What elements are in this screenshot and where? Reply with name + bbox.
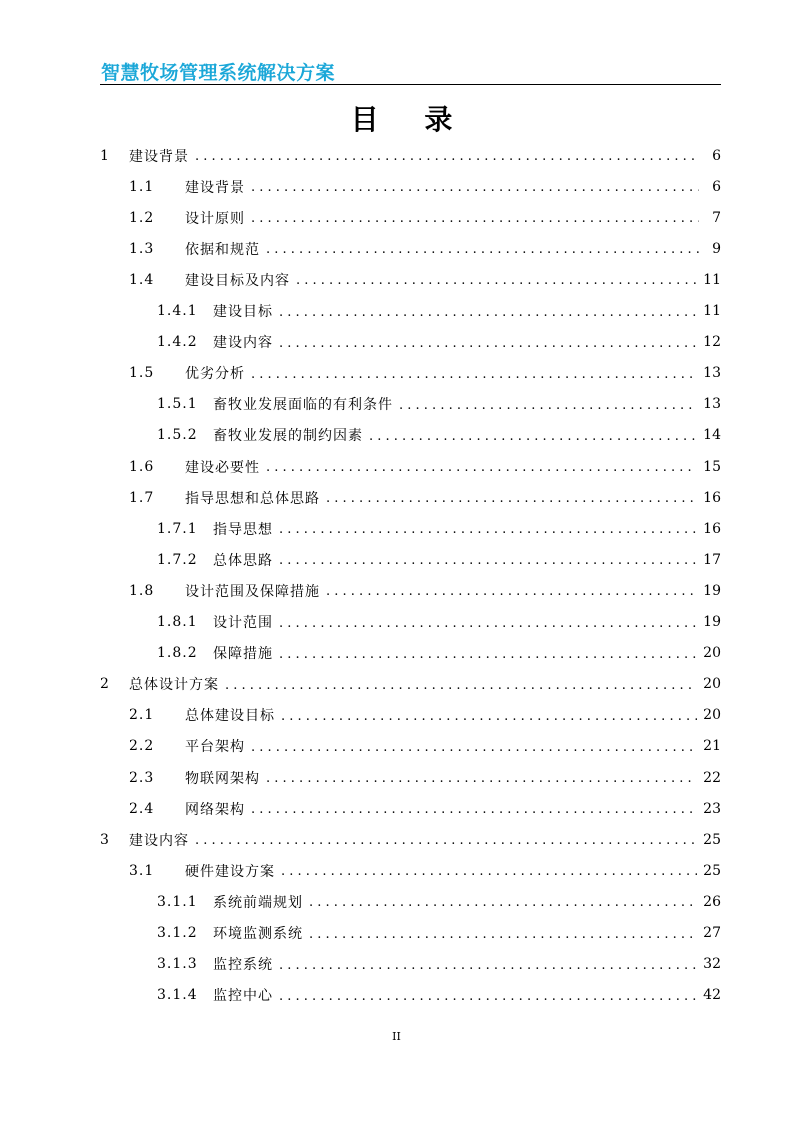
toc-entry-page: 23 [703,800,721,817]
toc-entry-page: 42 [703,987,721,1004]
toc-entry-title: 环境监测系统 [213,926,303,942]
toc-dot-leader [326,584,697,599]
toc-entry-page: 26 [703,893,721,910]
toc-entry-title: 建设目标 [213,304,273,320]
toc-entry-page: 6 [712,178,721,195]
toc-entry-number: 1.4 [129,271,155,288]
toc-entry-page: 25 [703,831,721,848]
toc-entry-title: 系统前端规划 [213,894,303,911]
toc-entry[interactable] [100,513,721,544]
toc-entry-number: 1.8.2 [157,645,198,662]
toc-dot-leader [251,180,699,195]
toc-entry-title: 建设背景 [129,148,189,165]
toc-entry[interactable] [100,327,721,358]
toc-entry-number: 1.5.1 [157,396,198,413]
toc-entry-page: 13 [703,365,721,382]
toc-entry[interactable] [100,140,721,171]
toc-entry-page: 19 [703,614,721,630]
toc-entry[interactable] [100,607,721,638]
toc-entry-page: 14 [703,427,721,444]
toc-entry-title: 建设内容 [213,335,273,352]
toc-entry[interactable] [100,793,721,824]
toc-entry-title: 设计原则 [185,210,245,227]
toc-entry[interactable] [100,700,721,731]
toc-entry-number: 3.1.1 [157,893,198,910]
toc-entry[interactable] [100,980,721,1011]
toc-entry-number: 1.7.2 [157,551,198,568]
toc-entry[interactable] [100,451,721,482]
toc-dot-leader [296,273,697,288]
toc-entry-number: 2 [100,676,110,693]
header-divider [100,84,721,85]
toc-entry-number: 1.4.1 [157,303,198,319]
toc-dot-leader [399,398,697,413]
toc-entry-number: 1.6 [129,458,155,475]
toc-heading: 目 录 [350,103,471,136]
toc-dot-leader [279,616,697,631]
toc-entry[interactable] [100,544,721,575]
toc-entry-page: 16 [703,489,721,506]
toc-entry-number: 3.1.3 [157,956,198,973]
toc-dot-leader [279,989,697,1004]
toc-dot-leader [251,211,699,226]
toc-dot-leader [326,491,697,506]
toc-dot-leader [279,522,697,537]
toc-entry-number: 3.1.4 [157,987,198,1004]
toc-entry[interactable] [100,762,721,793]
toc-entry-number: 1.3 [129,240,155,257]
footer-page-number: II [392,1030,401,1043]
toc-entry[interactable] [100,824,721,855]
toc-entry-title: 网络架构 [185,801,245,818]
toc-entry-number: 1.7 [129,489,155,506]
toc-dot-leader [369,429,697,444]
toc-entry-title: 指导思想 [213,521,273,538]
toc-entry-page: 20 [703,707,721,724]
toc-entry-page: 7 [712,209,721,226]
toc-entry[interactable] [100,389,721,420]
toc-entry[interactable] [100,202,721,233]
toc-dot-leader [266,771,697,786]
toc-entry[interactable] [100,886,721,917]
toc-dot-leader [281,709,697,724]
toc-entry-number: 1.2 [129,209,155,226]
toc-entry-number: 1 [100,147,110,164]
toc-entry-page: 20 [703,676,721,693]
toc-dot-leader [266,242,699,257]
page-header-title: 智慧牧场管理系统解决方案 [101,62,336,84]
toc-entry-number: 2.4 [129,800,155,817]
toc-entry-page: 22 [703,769,721,786]
toc-entry[interactable] [100,638,721,669]
toc-entry-page: 19 [703,582,721,599]
toc-entry-number: 1.8.1 [157,614,198,630]
toc-entry-title: 总体建设目标 [185,708,275,725]
toc-entry-page: 15 [703,458,721,475]
toc-entry-page: 11 [703,271,721,288]
toc-entry-title: 建设背景 [185,179,245,196]
toc-entry-title: 优劣分析 [185,366,245,383]
toc-entry-title: 监控系统 [213,957,273,974]
toc-entry[interactable] [100,233,721,264]
toc-entry-title: 设计范围 [213,615,273,631]
toc-dot-leader [251,740,697,755]
toc-entry-title: 总体思路 [213,552,273,569]
toc-entry[interactable] [100,855,721,886]
toc-entry-title: 物联网架构 [185,770,260,787]
toc-entry-number: 2.3 [129,769,155,786]
toc-entry[interactable] [100,575,721,606]
toc-entry-number: 3.1.2 [157,925,198,941]
toc-entry-title: 畜牧业发展的制约因素 [213,428,363,445]
toc-entry[interactable] [100,358,721,389]
toc-dot-leader [279,336,697,351]
toc-entry-page: 21 [703,738,721,755]
toc-entry-title: 设计范围及保障措施 [185,583,320,600]
toc-dot-leader [279,958,697,973]
toc-entry-title: 畜牧业发展面临的有利条件 [213,397,393,414]
toc-entry-number: 3 [100,831,110,848]
toc-entry-page: 16 [703,520,721,537]
toc-entry-number: 1.7.1 [157,520,198,537]
toc-entry[interactable] [100,731,721,762]
toc-dot-leader [281,864,697,879]
toc-dot-leader [279,305,697,320]
toc-entry-page: 13 [703,396,721,413]
toc-entry-page: 6 [712,147,721,164]
toc-dot-leader [266,460,697,475]
toc-entry-page: 27 [703,925,721,941]
toc-entry-number: 1.5.2 [157,427,198,444]
toc-entry-page: 9 [712,240,721,257]
toc-entry[interactable] [100,482,721,513]
toc-entry-number: 1.4.2 [157,334,198,351]
toc-entry-title: 依据和规范 [185,241,260,258]
toc-dot-leader [309,895,697,910]
toc-entry-title: 建设必要性 [185,459,260,476]
toc-dot-leader [309,927,697,942]
toc-dot-leader [195,149,699,164]
toc-entry[interactable] [100,949,721,980]
toc-entry-title: 硬件建设方案 [185,863,275,880]
toc-entry-title: 平台架构 [185,739,245,756]
toc-entry-title: 指导思想和总体思路 [185,490,320,507]
toc-entry-title: 总体设计方案 [129,677,219,694]
toc-entry-number: 2.1 [129,707,155,724]
toc-entry[interactable] [100,918,721,949]
toc-entry-page: 12 [703,334,721,351]
toc-entry-page: 11 [703,303,721,319]
toc-entry-title: 保障措施 [213,646,273,663]
toc-entry-number: 3.1 [129,862,155,879]
toc-entry-title: 监控中心 [213,988,273,1005]
toc-entry-page: 25 [703,862,721,879]
toc-entry-page: 17 [703,551,721,568]
toc-entry[interactable] [100,296,721,327]
toc-entry[interactable] [100,264,721,295]
toc-dot-leader [279,647,697,662]
toc-entry-number: 1.8 [129,582,155,599]
toc-entry-title: 建设内容 [129,832,189,849]
toc-entry[interactable] [100,669,721,700]
toc-entry[interactable] [100,171,721,202]
toc-dot-leader [195,833,697,848]
toc-entry-page: 20 [703,645,721,662]
toc-entry-title: 建设目标及内容 [185,272,290,289]
toc-dot-leader [251,802,697,817]
toc-entry[interactable] [100,420,721,451]
toc-entry-number: 1.5 [129,365,155,382]
toc-dot-leader [225,678,697,693]
toc-entry-number: 1.1 [129,178,155,195]
toc-entry-number: 2.2 [129,738,155,755]
toc-dot-leader [279,553,697,568]
toc-entry-page: 32 [703,956,721,973]
toc-dot-leader [251,367,697,382]
